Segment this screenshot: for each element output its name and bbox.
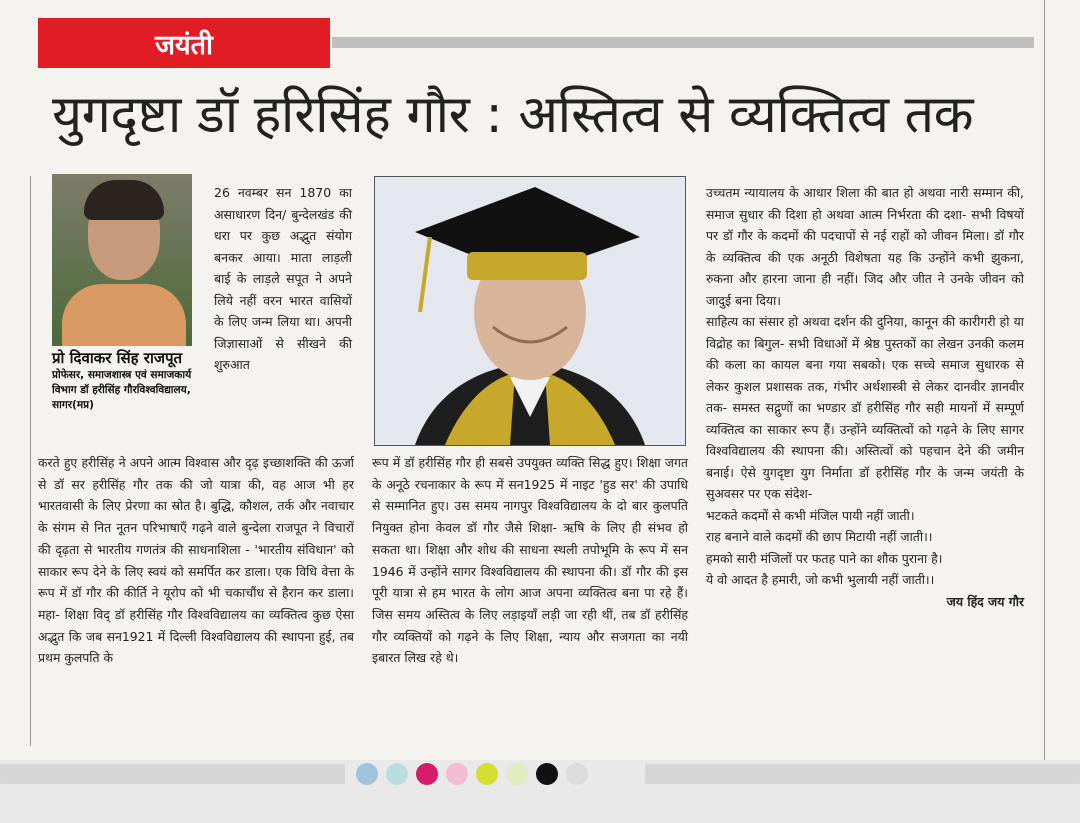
poem-line-2: राह बनाने वाले कदमों की छाप मिटायी नहीं जाती।। [706, 529, 933, 544]
section-tag: जयंती [38, 18, 330, 68]
byline [52, 348, 202, 413]
poem-line-1: भटकते कदमों से कभी मंजिल पायी नहीं जाती। [706, 507, 915, 523]
author-name: प्रो दिवाकर सिंह राजपूत [52, 349, 183, 367]
author-designation: प्रोफेसर, समाजशास्त्र एवं समाजकार्य विभाग डॉ हरीसिंह गौरविश्वविद्यालय, सागर(मप्र) [52, 369, 192, 411]
clipped-previous-article [40, 0, 1040, 10]
viewer-scrollbar-right [645, 764, 1080, 784]
headline: युगदृष्टा डॉ हरिसिंह गौर : अस्तित्व से व्यक्तित्व तक [52, 85, 974, 145]
page-dot[interactable] [566, 763, 588, 785]
poem-line-4: ये वो आदत है हमारी, जो कभी भुलायी नहीं जाती।। [706, 572, 935, 587]
clipped-next-article [1050, 0, 1080, 760]
signoff: जय हिंद जय गौर [946, 593, 1024, 609]
column-3-paragraph-2: साहित्य का संसार हो अथवा दर्शन की दुनिया, कानून की कारीगरी हो या विद्रोह का बिगुल- सभी विधाओं में श्रेष्ठ पुस्तकों का लेखन उनकी कलम की कला का कायल बना गया सबको। एक सच्चे समाज सुधारक से लेकर कुशल प्रशासक तक, गंभीर अर्थशास्त्री से लेकर दानवीर ज्ञानवीर तक- समस्त सद्गुणों का भण्डार डॉ हरीसिंह गौर सही मायनों में सम्पूर्ण व्यक्तित्व का साकार रूप हैं। उन्होंने व्यक्तित्वों को गढ़ने के लिए सागर विश्वविद्यालय की स्थापना की। अस्तित्वों को पहचान देने की जमीन बनाई। ऐसे युगदृष्टा युग निर्माता डॉ हरीसिंह गौर के जन्म जयंती के सुअवसर पर एक संदेश- [706, 314, 1024, 501]
article-column-2: रूप में डॉ हरीसिंह गौर ही सबसे उपयुक्त व्यक्ति सिद्ध हुए। शिक्षा जगत के अनूठे रचनाकार के रूप में सन1925 में नाइट 'हुड सर' की उपाधि से सम्मानित हुए। उस समय नागपुर विश्वविद्यालय के दो बार कुलपति नियुक्त होना केवल डॉ गौर जैसे शिक्षा- ऋषि के लिए ही संभव हो सकता था। शिक्षा और शोध की साधना स्थली तपोभूमि के रूप में सन 1946 में उन्होंने सागर विश्वविद्यालय की स्थापना की। डॉ गौर की इस पूरी यात्रा से हम भारत के लोग आज अपना व्यक्तित्व बना पा रहे हैं। जिस समय अस्तित्व के लिए लड़ाइयाँ लड़ी जा रही थीं, तब डॉ हरीसिंह गौर व्यक्तियों को गढ़ने के लिए शिक्षा, न्याय और सजगता का नयी इबारत लिख रहे थे। [372, 455, 688, 666]
page-dot-active[interactable] [416, 763, 438, 785]
poem-line-3: हमको सारी मंजिलों पर फतह पाने का शौक पुराना है। [706, 550, 943, 566]
graduate-portrait-illustration [375, 177, 685, 445]
page-dot[interactable] [476, 763, 498, 785]
page-divider [1044, 0, 1045, 760]
page-dot[interactable] [356, 763, 378, 785]
author-photo [52, 174, 192, 346]
page-dot[interactable] [536, 763, 558, 785]
article-column-3 [706, 182, 1024, 612]
article-column-1-bottom: करते हुए हरीसिंह ने अपने आत्म विश्वास और दृढ़ इच्छाशक्ति की ऊर्जा से डॉ सर हरीसिंह गौर तक की जो यात्रा की, वह आज भी हर भारतवासी के लिए प्रेरणा का स्रोत है। बुद्धि, कौशल, तर्क और नवाचार के संगम से नित नूतन परिभाषाएँ गढ़ने वाले बुन्देला राजपूत ने विचारों की दृढ़ता से भारतीय गणतंत्र की साधनाशिला - 'भारतीय संविधान' को साकार रूप देने के लिए स्वयं को समर्पित कर डाला। एक विधि वेत्ता के रूप में डॉ गौर की कीर्ति ने यूरोप को भी चकाचौंध से हैरान कर डाला। महा- शिक्षा विद् डॉ हरीसिंह गौर विश्वविद्यालय का व्यक्तित्व कुछ ऐसा अद्भुत कि जब सन1921 में दिल्ली विश्वविद्यालय की स्थापना हुई, तब प्रथम कुलपति के [38, 455, 354, 666]
viewer-scrollbar-left [0, 764, 345, 784]
article-column-1-top: 26 नवम्बर सन 1870 का असाधारण दिन/ बुन्देलखंड की धरा पर कुछ अद्भुत संयोग बनकर आया। माता लाड़ली बाई के लाड़ले सपूत ने अपने लिये नहीं वरन भारत वासियों के लिए जन्म लिया था। अपनी जिज्ञासाओं से सीखने की शुरुआत [214, 185, 352, 372]
column-divider [30, 176, 31, 746]
column-3-paragraph-1: उच्चतम न्यायालय के आधार शिला की बात हो अथवा नारी सम्मान की, समाज सुधार की दिशा हो अथवा आत्म निर्भरता की दशा- सभी विषयों पर डॉ गौर के कदमों की पदचापों से नई राहों को जीवन मिला। डॉ गौर के व्यक्तित्व की एक अनूठी विशेषता यह कि उन्होंने कभी झुकना, रुकना और हारना जाना ही नहीं। जिद और जीत ने उनके जीवन को जादुई बना दिया। [706, 185, 1024, 308]
section-rule [332, 37, 1034, 48]
page-dot[interactable] [386, 763, 408, 785]
page-indicator-dots [356, 763, 588, 785]
page-dot[interactable] [446, 763, 468, 785]
portrait-photo [374, 176, 686, 446]
page-dot[interactable] [506, 763, 528, 785]
